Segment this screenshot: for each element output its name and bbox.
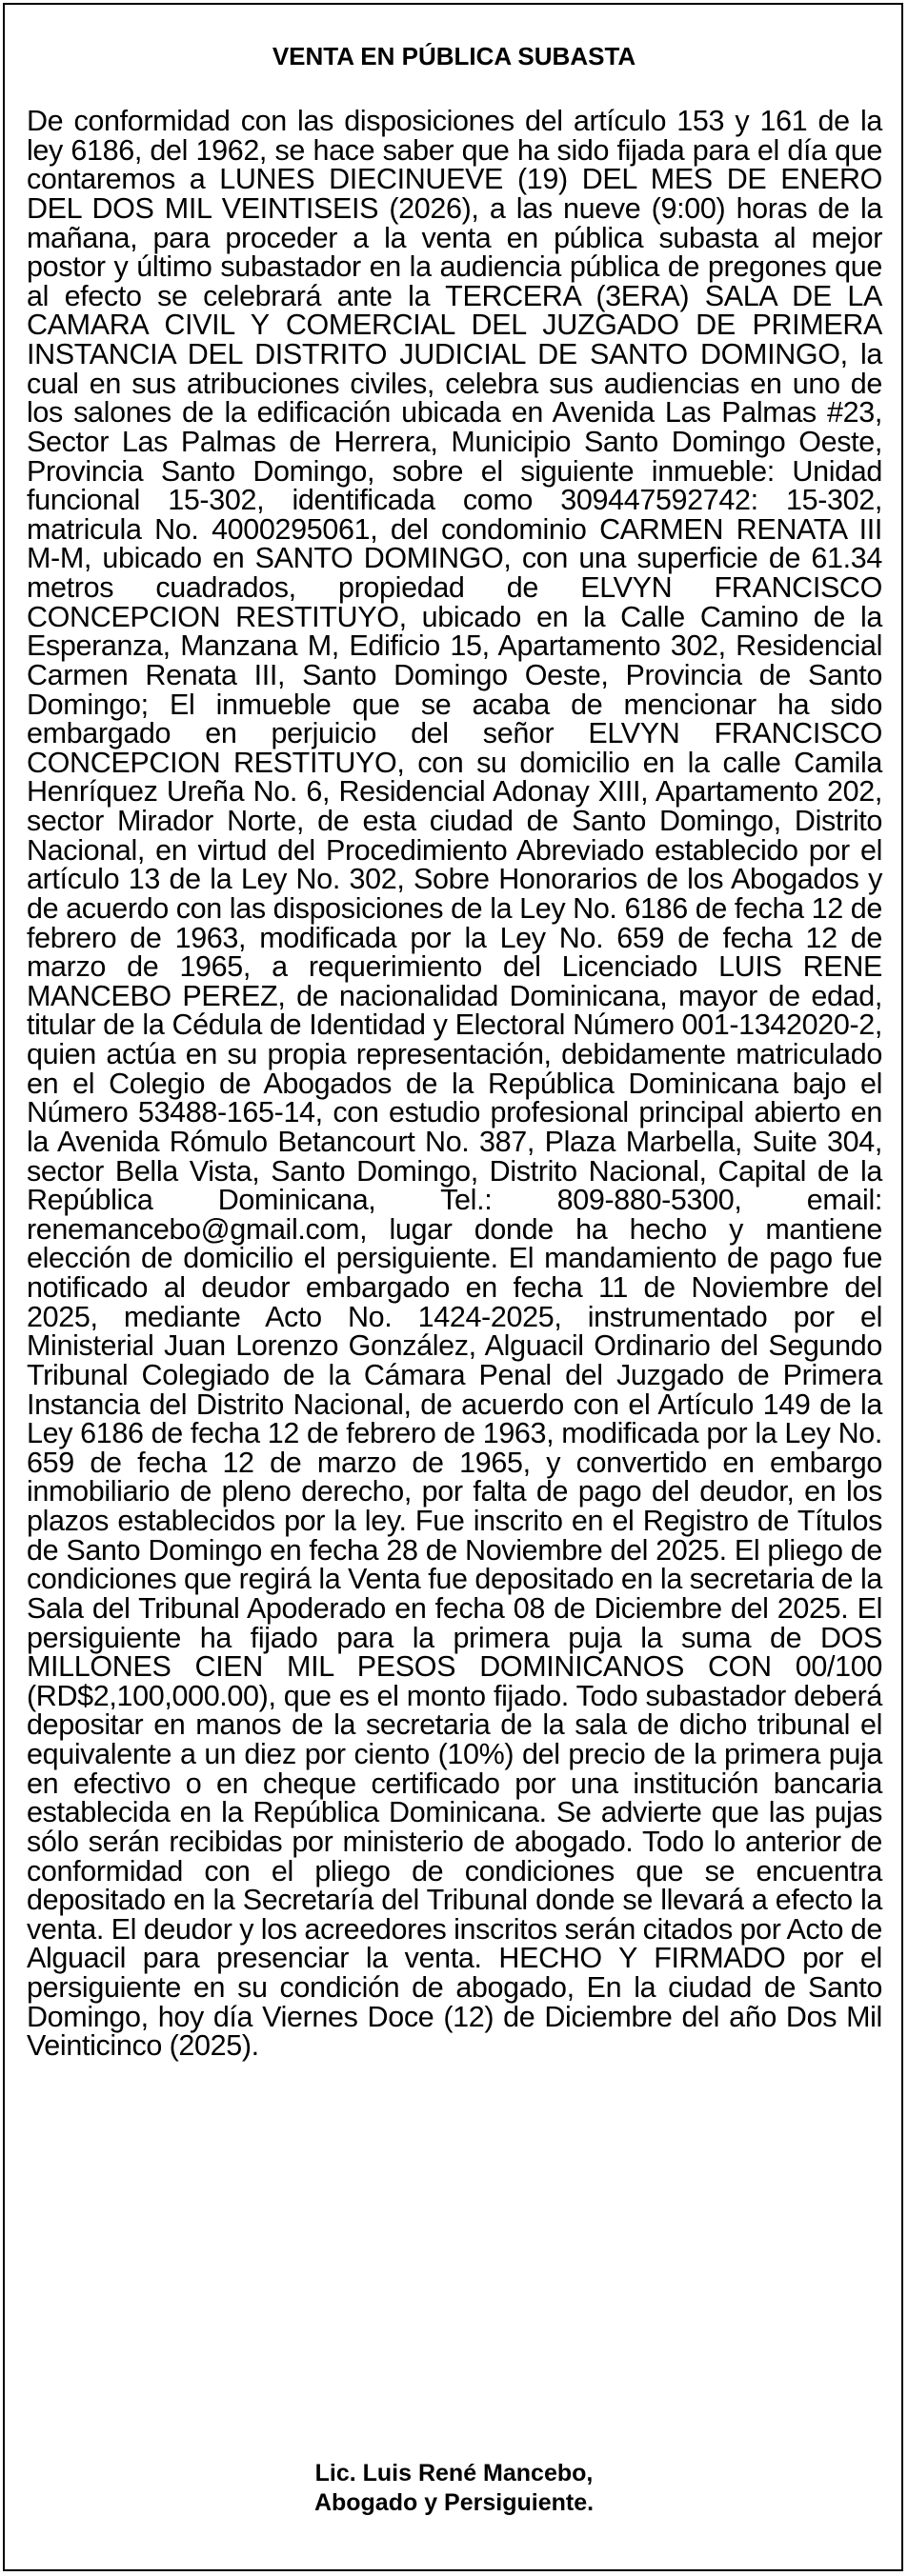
signature-name: Lic. Luis René Mancebo, bbox=[314, 2460, 594, 2486]
notice-title: VENTA EN PÚBLICA SUBASTA bbox=[272, 42, 636, 70]
signature-block bbox=[0, 2459, 908, 2518]
notice-body-text: De conformidad con las disposiciones del artículo 153 y 161 de la ley 6186, del 1962, se hace saber que ha sido fijada para el día que contaremos a LUNES DIECINUEVE (19) DEL MES DE ENERO DEL DOS MIL VEINTISEIS (2026), a las nueve (9:00) horas de la mañana, para proceder a la venta en pública subasta al mejor postor y último subastador en la audiencia pública de pregones que al efecto se celebrará ante la TERCERA (3ERA) SALA DE LA CAMARA CIVIL Y COMERCIAL DEL JUZGADO DE PRIMERA INSTANCIA DEL DISTRITO JUDICIAL DE SANTO DOMINGO, la cual en sus atribuciones civiles, celebra sus audiencias en uno de los salones de la edificación ubicada en Avenida Las Palmas #23, Sector Las Palmas de Herrera, Municipio Santo Domingo Oeste, Provincia Santo Domingo, sobre el siguiente inmueble: Unidad funcional 15-302, identificada como 309447592742: 15-302, matricula No. 4000295061, del condominio CARMEN RENATA III M-M, ubicado en SANTO DOMINGO, con una superficie de 61.34 metros cuadrados, propiedad de ELVYN FRANCISCO CONCEPCION RESTITUYO, ubicado en la Calle Camino de la Esperanza, Manzana M, Edificio 15, Apartamento 302, Residencial Carmen Renata III, Santo Domingo Oeste, Provincia de Santo Domingo; El inmueble que se acaba de mencionar ha sido embargado en perjuicio del señor ELVYN FRANCISCO CONCEPCION RESTITUYO, con su domicilio en la calle Camila Henríquez Ureña No. 6, Residencial Adonay XIII, Apartamento 202, sector Mirador Norte, de esta ciudad de Santo Domingo, Distrito Nacional, en virtud del Procedimiento Abreviado establecido por el artículo 13 de la Ley No. 302, Sobre Honorarios de los Abogados y de acuerdo con las disposiciones de la Ley No. 6186 de fecha 12 de febrero de 1963, modificada por la Ley No. 659 de fecha 12 de marzo de 1965, a requerimiento del Licenciado LUIS RENE MANCEBO PEREZ, de nacionalidad Dominicana, mayor de edad, titular de la Cédula de Identidad y Electoral Número 001-1342020-2, quien actúa en su propia representación, debidamente matriculado en el Colegio de Abogados de la República Dominicana bajo el Número 53488-165-14, con estudio profesional principal abierto en la Avenida Rómulo Betancourt No. 387, Plaza Marbella, Suite 304, sector Bella Vista, Santo Domingo, Distrito Nacional, Capital de la República Dominicana, Tel.: 809-880-5300, email: renemancebo@gmail.com, lugar donde ha hecho y mantiene elección de domicilio el persiguiente. El mandamiento de pago fue notificado al deudor embargado en fecha 11 de Noviembre del 2025, mediante Acto No. 1424-2025, instrumentado por el Ministerial Juan Lorenzo González, Alguacil Ordinario del Segundo Tribunal Colegiado de la Cámara Penal del Juzgado de Primera Instancia del Distrito Nacional, de acuerdo con el Artículo 149 de la Ley 6186 de fecha 12 de febrero de 1963, modificada por la Ley No. 659 de fecha 12 de marzo de 1965, y convertido en embargo inmobiliario de pleno derecho, por falta de pago del deudor, en los plazos establecidos por la ley. Fue inscrito en el Registro de Títulos de Santo Domingo en fecha 28 de Noviembre del 2025. El pliego de condiciones que regirá la Venta fue depositado en la secretaria de la Sala del Tribunal Apoderado en fecha 08 de Diciembre del 2025. El persiguiente ha fijado para la primera puja la suma de DOS MILLONES CIEN MIL PESOS DOMINICANOS CON 00/100 (RD$2,100,000.00), que es el monto fijado. Todo subastador deberá depositar en manos de la secretaria de la sala de dicho tribunal el equivalente a un diez por ciento (10%) del precio de la primera puja en efectivo o en cheque certificado por una institución bancaria establecida en la República Dominicana. Se advierte que las pujas sólo serán recibidas por ministerio de abogado. Todo lo anterior de conformidad con el pliego de condiciones que se encuentra depositado en la Secretaría del Tribunal donde se llevará a efecto la venta. El deudor y los acreedores inscritos serán citados por Acto de Alguacil para presenciar la venta. HECHO Y FIRMADO por el persiguiente en su condición de abogado, En la ciudad de Santo Domingo, hoy día Viernes Doce (12) de Diciembre del año Dos Mil Veinticinco (2025). bbox=[27, 105, 882, 2063]
signature-role: Abogado y Persiguiente. bbox=[313, 2489, 595, 2516]
